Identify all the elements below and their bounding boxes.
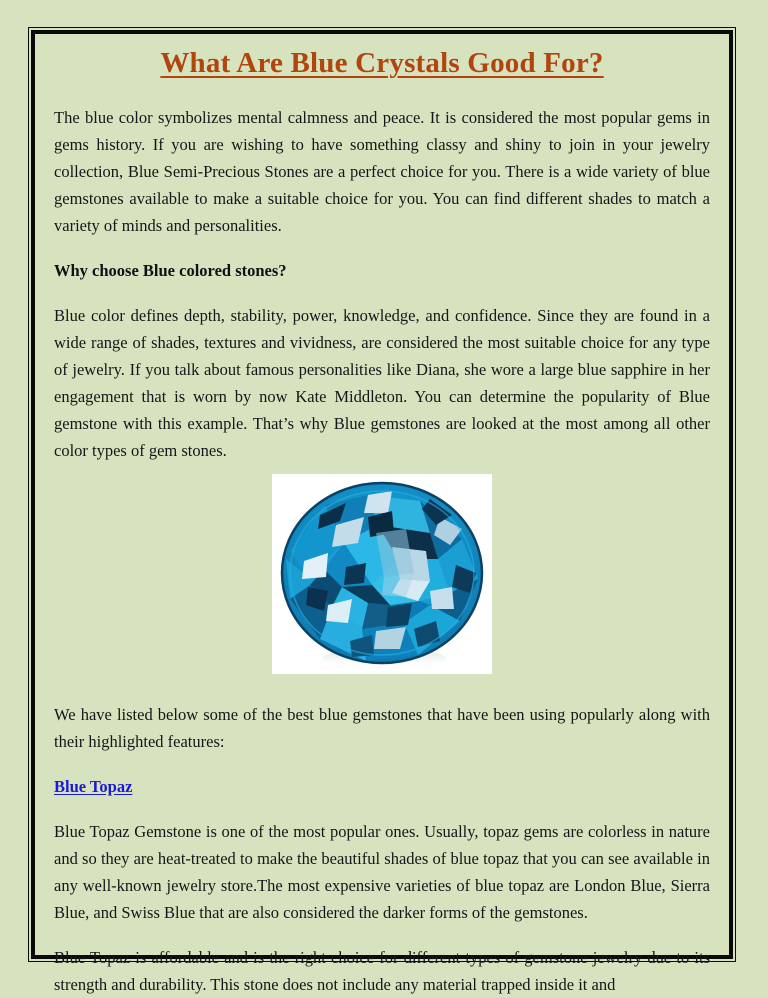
spacer-after-link [54, 800, 710, 818]
paragraph-listed-below: We have listed below some of the best blue gemstones that have been using popularly along with their highlighted features: [54, 705, 710, 752]
paragraph-intro: The blue color symbolizes mental calmness and peace. It is considered the most popular gems in gems history. If you are wishing to have something classy and shiny to join in your jewelry collection, Blue Semi-Precious Stones are a perfect choice for you. There is a wide variety of blue gemstones available to make a suitable choice for you. You can find different shades to match a variety of minds and personalities. [54, 108, 710, 236]
page-title [54, 47, 710, 82]
page-title-text [160, 47, 603, 79]
spacer-after-subhead [54, 284, 710, 302]
figure-container [54, 474, 710, 674]
link-blue-topaz[interactable]: Blue Topaz [54, 777, 133, 797]
paragraph-blue-topaz-1: Blue Topaz Gemstone is one of the most popular ones. Usually, topaz gems are colorless in nature and so they are heat-treated to make the beautiful shades of blue topaz that you can see available in any well-known jewelry store.The most expensive varieties of blue topaz are London Blue, Sierra Blue, and Swiss Blue that are also considered the darker forms of the gemstones. [54, 822, 710, 923]
blue-topaz-link-row [54, 773, 710, 800]
page-title-label: What Are Blue Crystals Good For? [160, 47, 604, 79]
paragraph-blue-topaz-2: Blue Topaz is affordable and is the right choice for different types of gemstone jewelry due to its strength and durability. This stone does not include any material trapped inside it and [54, 948, 710, 995]
document-page-inner [31, 30, 733, 995]
blue-topaz-gemstone-icon [280, 481, 485, 669]
document-page [28, 27, 736, 995]
spacer-between-topaz-paragraphs [54, 926, 710, 944]
gem-image-frame [272, 474, 492, 674]
spacer-before-subhead [54, 239, 710, 257]
spacer-before-link [54, 755, 710, 773]
spacer-after-figure [54, 674, 710, 701]
paragraph-why-body: Blue color defines depth, stability, power, knowledge, and confidence. Since they are found in a wide range of shades, textures and vividness, are considered the most suitable choice for any type of jewelry. If you talk about famous personalities like Diana, she wore a large blue sapphire in her engagement that is worn by now Kate Middleton. You can determine the popularity of Blue gemstone with this example. That’s why Blue gemstones are looked at the most among all other color types of gem stones. [54, 306, 710, 461]
spacer-after-title [54, 82, 710, 104]
subheading-why-blue: Why choose Blue colored stones? [54, 261, 287, 281]
